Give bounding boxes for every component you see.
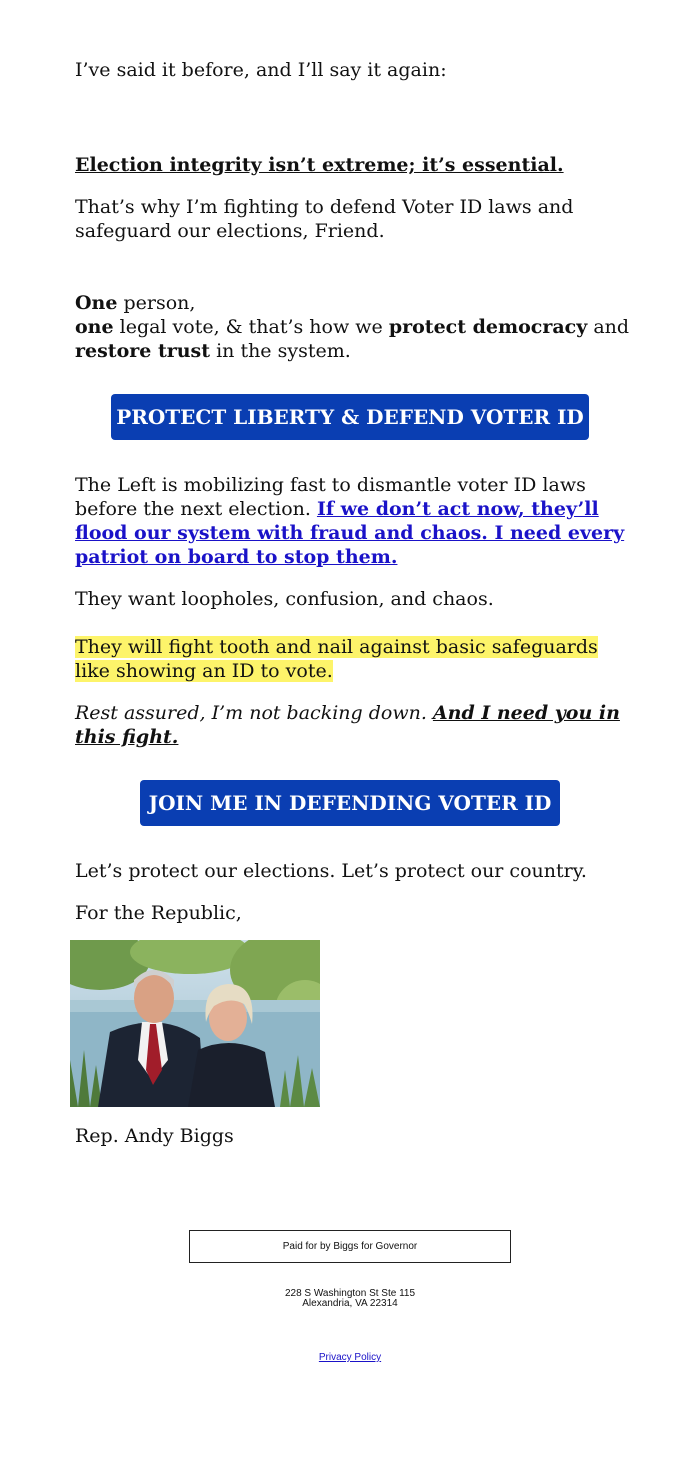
signoff: For the Republic, xyxy=(75,902,242,924)
text-protect-democracy: protect democracy xyxy=(388,316,588,338)
paragraph-voter-id: That’s why I’m fighting to defend Voter ID laws and safeguard our elections, Friend. xyxy=(75,196,574,242)
paragraph-protect-elections: Let’s protect our elections. Let’s protect our country. xyxy=(75,860,587,882)
text-one-bold: One xyxy=(75,292,118,314)
text-rest-assured: Rest assured, I’m not backing down. xyxy=(75,702,433,724)
paragraph-highlight xyxy=(75,635,615,683)
paragraph-left-mobilizing xyxy=(75,473,630,569)
privacy-container xyxy=(0,1352,700,1363)
text-in-system: in the system. xyxy=(210,340,351,362)
paragraph-rest-assured xyxy=(75,701,630,749)
headline: Election integrity isn’t extreme; it’s essential. xyxy=(75,154,564,176)
address-line-1: 228 S Washington St Ste 115 xyxy=(284,1288,416,1299)
text-and: and xyxy=(587,316,630,338)
privacy-policy-link[interactable]: Privacy Policy xyxy=(318,1352,382,1363)
candidate-photo xyxy=(70,940,320,1107)
text-legal-vote: legal vote, & that’s how we xyxy=(113,316,389,338)
address-line-2: Alexandria, VA 22314 xyxy=(302,1298,398,1309)
link-need-you[interactable]: And I need you in this fight. xyxy=(75,702,620,748)
text-restore-trust: restore trust xyxy=(75,340,211,362)
highlighted-text: They will fight tooth and nail against basic safeguards like showing an ID to vote. xyxy=(75,636,598,682)
signature-name: Rep. Andy Biggs xyxy=(75,1125,234,1147)
link-act-now[interactable]: If we don’t act now, they’ll flood our system with fraud and chaos. I need every patriot on board to stop them. xyxy=(75,498,625,568)
paragraph-one-person xyxy=(75,291,630,363)
paid-for-disclaimer: Paid for by Biggs for Governor xyxy=(189,1230,511,1263)
text-person: person, xyxy=(117,292,196,314)
intro-text: I’ve said it before, and I’ll say it again: xyxy=(75,59,447,81)
cta-protect-liberty-button[interactable]: PROTECT LIBERTY & DEFEND VOTER ID xyxy=(111,394,589,440)
text-left-mobilizing: The Left is mobilizing fast to dismantle voter ID laws before the next election. xyxy=(75,474,586,520)
cta-join-me-button[interactable]: JOIN ME IN DEFENDING VOTER ID xyxy=(140,780,560,826)
paragraph-loopholes: They want loopholes, confusion, and chaos. xyxy=(75,588,494,610)
text-one-bold-2: one xyxy=(75,316,114,338)
